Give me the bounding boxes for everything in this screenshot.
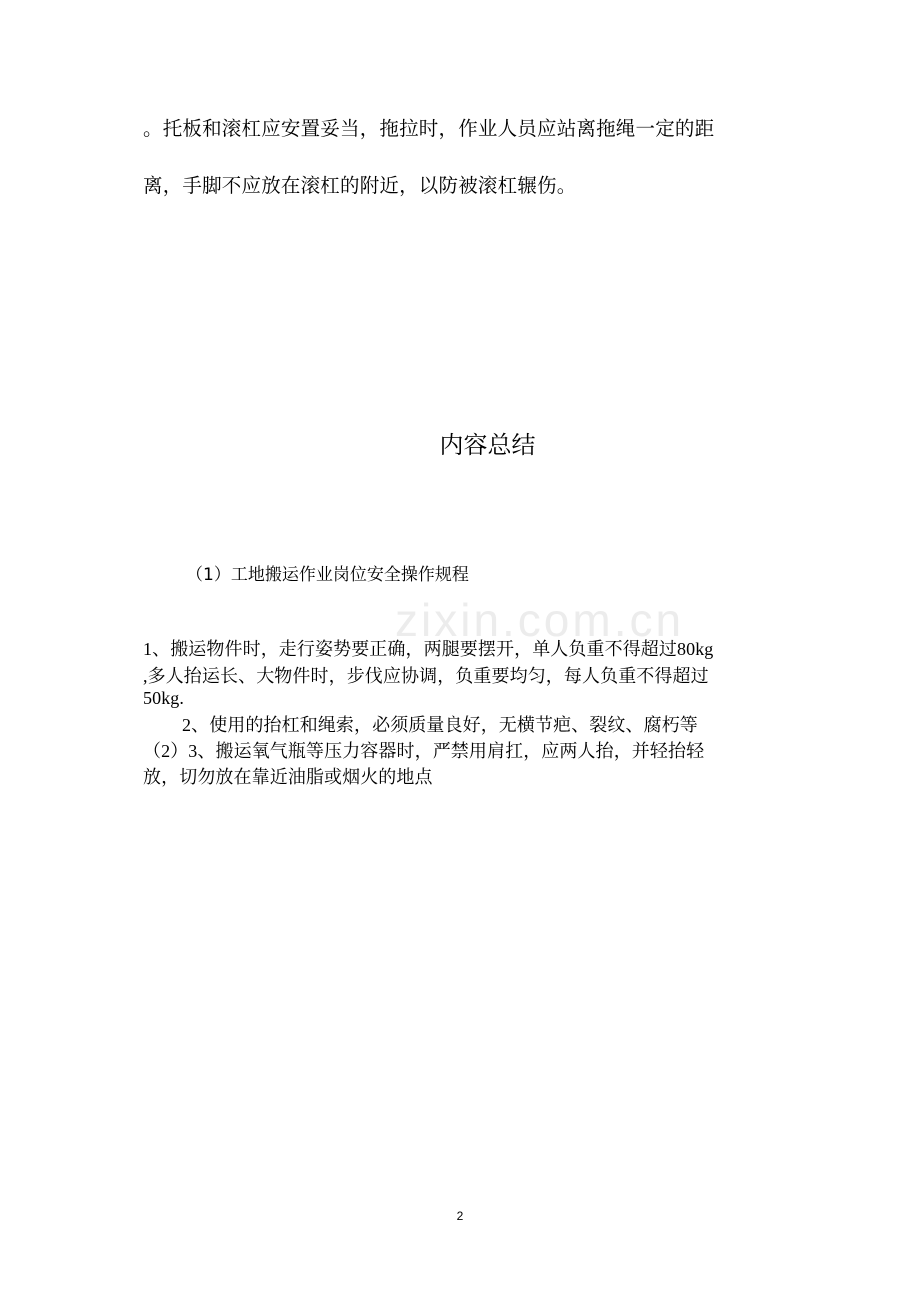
section-subheading: （1）工地搬运作业岗位安全操作规程	[186, 565, 469, 585]
paragraph-line: 。托板和滚杠应安置妥当，拖拉时，作业人员应站离拖绳一定的距	[143, 117, 715, 140]
body-line: 2、使用的抬杠和绳索，必须质量良好，无横节疤、裂纹、腐朽等	[182, 715, 698, 735]
body-line: ,多人抬运长、大物件时，步伐应协调，负重要均匀，每人负重不得超过	[143, 666, 709, 686]
body-line: 50kg.	[143, 688, 184, 708]
watermark: zixin.com.cn	[395, 594, 685, 646]
body-line: 放，切勿放在靠近油脂或烟火的地点	[143, 767, 433, 787]
body-line: 1、搬运物件时，走行姿势要正确，两腿要摆开，单人负重不得超过80kg	[143, 639, 714, 659]
page-number: 2	[456, 1209, 464, 1223]
summary-title: 内容总结	[439, 431, 536, 459]
paragraph-line: 离，手脚不应放在滚杠的附近，以防被滚杠辗伤。	[143, 174, 577, 197]
body-line: （2）3、搬运氧气瓶等压力容器时，严禁用肩扛，应两人抬，并轻抬轻	[143, 741, 705, 761]
